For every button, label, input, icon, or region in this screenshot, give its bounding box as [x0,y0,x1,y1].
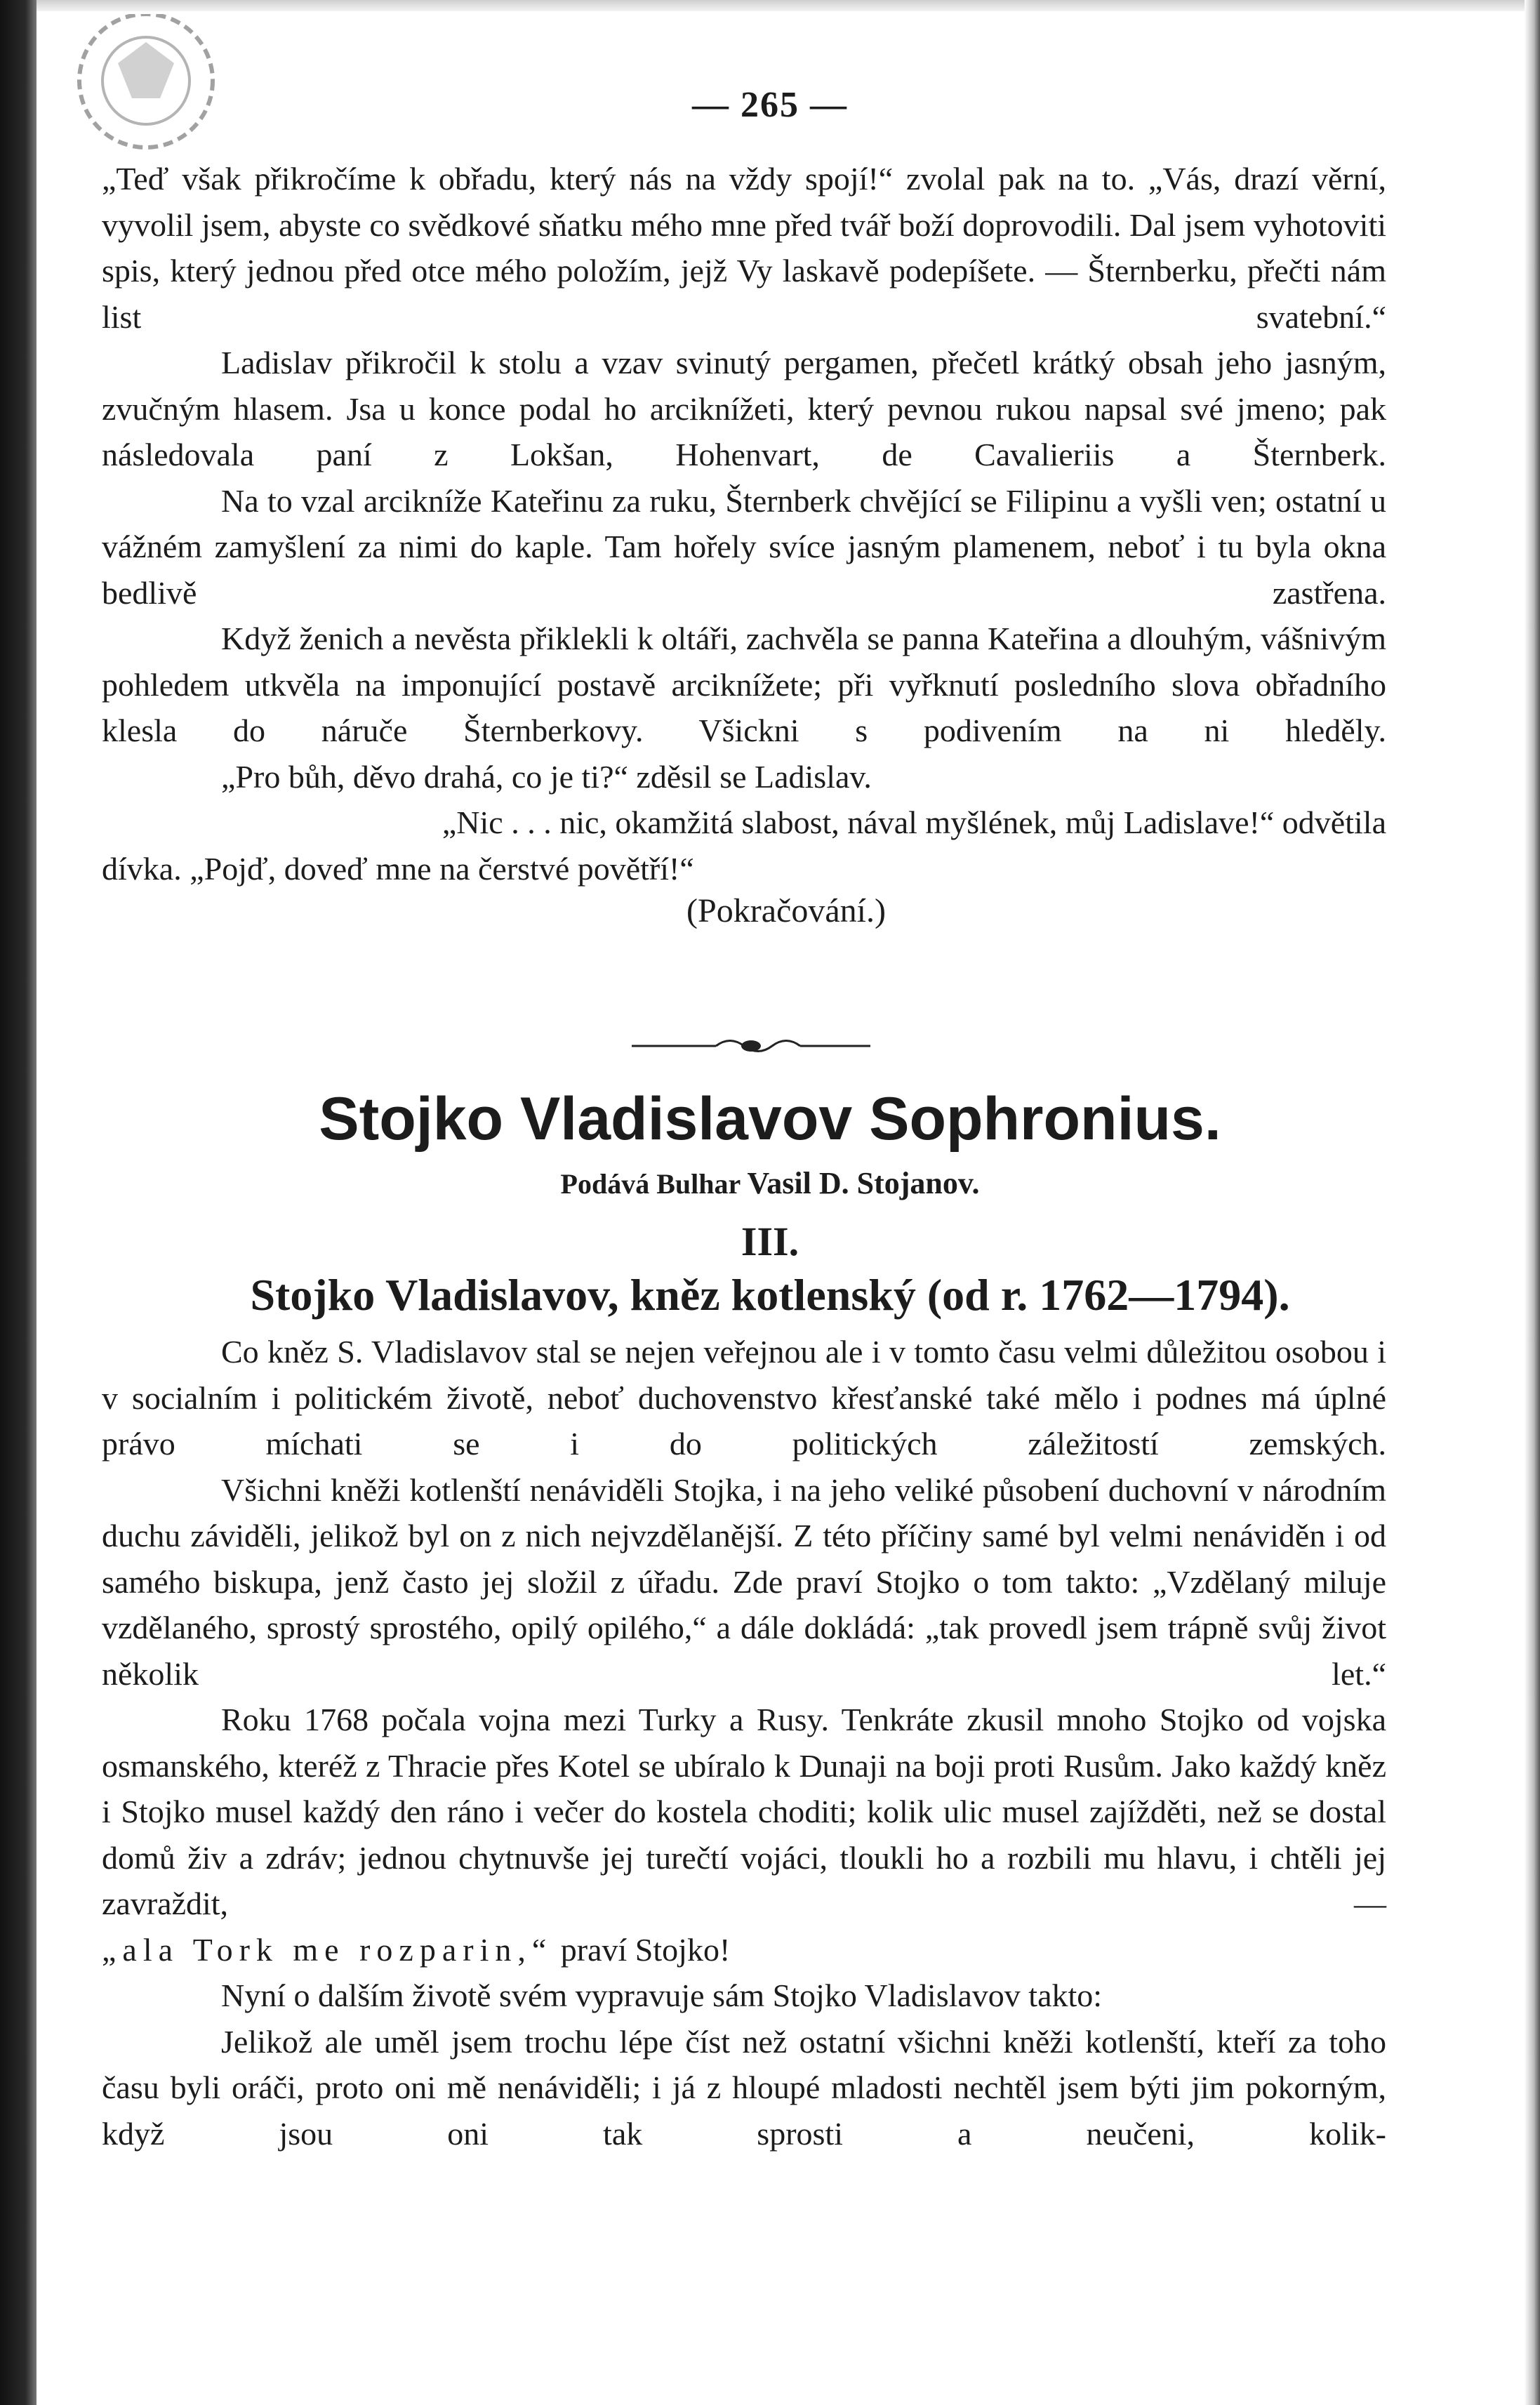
paragraph: „Teď však přikročíme k obřadu, který nás na vždy spojí!“ zvolal pak na to. „Vás, drazí věrní, vyvolil jsem, abyste co svědkové sňatku mého mne před tvář boží doprovodili. Dal jsem vyhotoviti spis, který jednou před otce mého položím, jejž Vy laskavě podepíšete. — Šternberku, přečti nám list svatební.“ [102,161,1386,335]
paragraph: Ladislav přikročil k stolu a vzav svinutý pergamen, přečetl krátký obsah jeho jasným, zvučným hlasem. Jsa u konce podal ho arciknížeti, který pevnou rukou napsal své jmeno; pak následovala paní z Lokšan, Hohenvart, de Cavalieriis a Šternberk. [102,345,1386,472]
article-body [102,1329,1386,2156]
binding-edge [0,0,36,2405]
story-continuation [102,156,1386,930]
page-top-edge [36,0,1540,11]
byline-author: Vasil D. Stojanov. [747,1166,980,1200]
paragraph: Na to vzal arcikníže Kateřinu za ruku, Šternberk chvějící se Filipinu a vyšli ven; ostatní u vážném zamyšlení za nimi do kaple. Tam hořely svíce jasným plamenem, neboť i tu byla okna bedlivě zastřena. [102,482,1386,611]
article-title: Stojko Vladislavov Sophronius. [319,1085,1221,1153]
byline-prefix: Podává Bulhar [560,1168,741,1200]
paragraph: „Nic . . . nic, okamžitá slabost, nával myšlének, můj Ladislave!“ odvětila [442,804,1386,840]
article-byline [0,1165,1540,1201]
paragraph: Co kněz S. Vladislavov stal se nejen veřejnou ale i v tomto času velmi důležitou osobou i v socialním i politickém životě, neboť duchovenstvo křesťanské také mělo i podnes má úplné právo míchati se i do politických záležitostí zemských. [102,1334,1386,1462]
paragraph: Když ženich a nevěsta přiklekli k oltáři, zachvěla se panna Kateřina a dlouhým, vášnivým pohledem utkvěla na imponující postavě arciknížete; při vyřknutí posledního slova obřadního klesla do náruče Šternberkovy. Všickni s podivením na ni hleděly. [102,621,1386,748]
paragraph: „Pro bůh, děvo drahá, co je ti?“ zděsil se Ladislav. [221,758,872,795]
paragraph [102,1927,1386,1973]
paragraph: Nyní o dalším životě svém vypravuje sám Stojko Vladislavov takto: [221,1977,1103,2013]
ornamental-divider [632,1035,870,1056]
continuation-note: (Pokračování.) [686,892,886,929]
chapter-number: III. [741,1219,799,1264]
paragraph: dívka. „Pojď, doveď mne na čerstvé povětří!“ [102,850,694,887]
paragraph: Jelikož ale uměl jsem trochu lépe číst než ostatní všichni kněži kotlenští, kteří za toho času byli oráči, proto oni mě nenáviděli; i já z hloupé mladosti nechtěl jsem býti jim pokorným, když jsou oni tak sprosti a neučeni, kolik- [102,2023,1386,2152]
page-number: — 265 — [692,85,848,125]
phrase-tail: praví Stojko! [560,1931,731,1968]
chapter-title: Stojko Vladislavov, kněz kotlenský (od r. 1762—1794). [250,1270,1290,1320]
page-right-edge [1525,0,1540,2405]
paragraph: Roku 1768 počala vojna mezi Turky a Rusy. Tenkráte zkusil mnoho Stojko od vojska osmanského, kteréž z Thracie přes Kotel se ubíralo k Dunaji na boji proti Rusům. Jako každý kněz i Stojko musel každý den ráno i večer do kostela choditi; kolik ulic musel zajížděti, než se dostal domů živ a zdráv; jednou chytnuvše jej turečtí vojáci, tloukli ho a rozbili mu hlavu, i chtěli jej zavraždit, — [102,1702,1386,1921]
spaced-phrase: „ala Tork me rozparin,“ [102,1931,553,1968]
paragraph: Všichni kněži kotlenští nenáviděli Stojka, i na jeho veliké působení duchovní v národním duchu záviděli, jelikož byl on z nich nejvzdělanější. Z této příčiny samé byl velmi nenáviděn i od samého biskupa, jenž často jej složil z úřadu. Zde praví Stojko o tom takto: „Vzdělaný miluje vzdělaného, sprostý sprostého, opilý opilého,“ a dále dokládá: „tak provedl jsem trápně svůj život několik let.“ [102,1471,1386,1692]
